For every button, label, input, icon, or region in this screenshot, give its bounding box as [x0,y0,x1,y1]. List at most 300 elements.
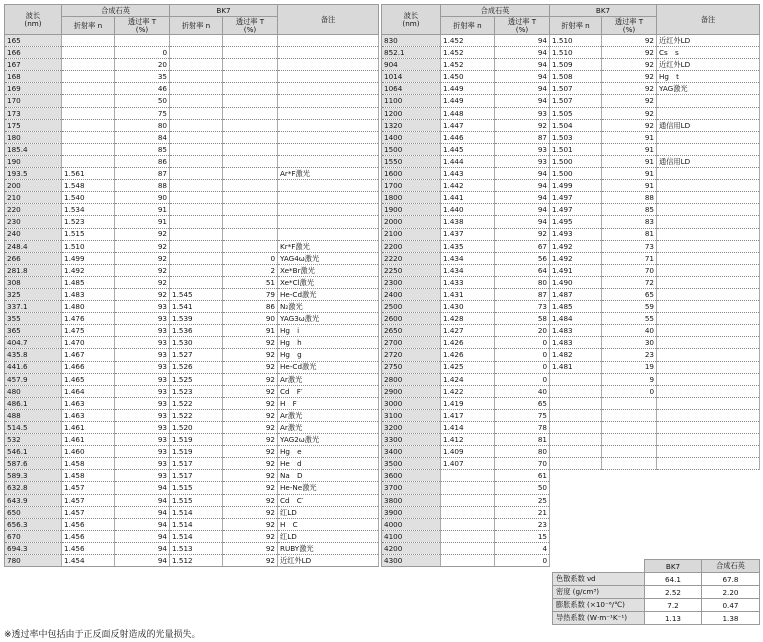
bk7-transmittance-cell: 92 [223,458,278,470]
table-row [382,228,760,240]
bk7-transmittance-cell [223,155,278,167]
wavelength-cell: 355 [5,313,62,325]
remarks-cell: H F [278,397,379,409]
table-row [5,119,379,131]
silica-transmittance-cell: 94 [495,168,550,180]
silica-index-cell: 1.456 [62,530,115,542]
bk7-transmittance-cell: 59 [602,301,657,313]
wavelength-cell: 514.5 [5,422,62,434]
bk7-transmittance-cell: 0 [223,252,278,264]
empty-cell [550,542,760,554]
wavelength-cell: 632.8 [5,482,62,494]
remarks-cell: Ar激光 [278,422,379,434]
remarks-cell: 通信用LD [657,119,760,131]
silica-index-cell: 1.540 [62,192,115,204]
silica-index-cell [62,131,115,143]
silica-index-cell: 1.467 [62,349,115,361]
bk7-index-cell: 1.493 [550,228,602,240]
silica-index-cell: 1.492 [62,264,115,276]
wavelength-cell: 2650 [382,325,441,337]
remarks-cell: 近红外LD [278,555,379,567]
bk7-index-cell: 1.515 [170,494,223,506]
wavelength-cell: 3200 [382,422,441,434]
bk7-index-cell [550,397,602,409]
silica-transmittance-cell: 94 [495,35,550,47]
remarks-cell [657,409,760,421]
left-data-table [4,4,379,567]
silica-index-cell: 1.523 [62,216,115,228]
bk7-index-cell [550,385,602,397]
silica-index-cell: 1.476 [62,313,115,325]
wavelength-cell: 2750 [382,361,441,373]
silica-index-cell: 1.434 [441,264,495,276]
wavelength-header: 波长 (nm) [5,5,62,35]
table-row [5,131,379,143]
silica-transmittance-cell: 92 [115,240,170,252]
wavelength-cell: 168 [5,71,62,83]
table-row [5,518,379,530]
silica-transmittance-cell: 94 [115,482,170,494]
remarks-cell [278,83,379,95]
table-row [382,143,760,155]
wavelength-cell: 165 [5,35,62,47]
silica-index-cell: 1.510 [62,240,115,252]
properties-corner [553,560,645,573]
table-row [5,313,379,325]
silica-transmittance-cell: 94 [495,204,550,216]
remarks-cell: Hg h [278,337,379,349]
bk7-transmittance-cell: 72 [602,276,657,288]
properties-silica-header: 合成石英 [702,560,760,573]
silica-transmittance-cell: 40 [495,385,550,397]
table-row [5,458,379,470]
silica-transmittance-cell: 92 [115,288,170,300]
table-row [5,337,379,349]
remarks-cell: Xe*Cl激光 [278,276,379,288]
bk7-index-cell [170,119,223,131]
empty-cell [550,530,760,542]
remarks-cell [657,252,760,264]
bk7-transmittance-cell: 51 [223,276,278,288]
silica-transmittance-cell: 93 [115,313,170,325]
table-row [382,434,760,446]
wavelength-cell: 308 [5,276,62,288]
remarks-cell: Kr*F激光 [278,240,379,252]
remarks-cell [657,240,760,252]
wavelength-cell: 2500 [382,301,441,313]
silica-transmittance-cell: 80 [115,119,170,131]
bk7-index-cell: 1.514 [170,518,223,530]
wavelength-cell: 170 [5,95,62,107]
bk7-index-cell: 1.499 [550,180,602,192]
silica-transmittance-cell: 94 [115,542,170,554]
wavelength-cell: 325 [5,288,62,300]
table-row [5,422,379,434]
bk7-index-cell: 1.483 [550,325,602,337]
table-row [5,47,379,59]
remarks-header: 备注 [657,5,760,35]
remarks-cell: RUBY激光 [278,542,379,554]
remarks-cell: Ar*F激光 [278,168,379,180]
remarks-cell: Cd C′ [278,494,379,506]
table-row [382,409,760,421]
silica-transmittance-cell: 94 [495,47,550,59]
silica-transmittance-cell: 64 [495,264,550,276]
wavelength-cell: 3300 [382,434,441,446]
bk7-transmittance-cell [223,204,278,216]
table-row [382,470,760,482]
wavelength-cell: 670 [5,530,62,542]
silica-transmittance-cell: 85 [115,143,170,155]
silica-transmittance-cell: 94 [115,530,170,542]
remarks-cell: 通信用LD [657,155,760,167]
silica-transmittance-cell: 84 [115,131,170,143]
silica-index-cell: 1.426 [441,337,495,349]
silica-transmittance-cell: 0 [495,361,550,373]
table-row [382,83,760,95]
remarks-cell: Ar激光 [278,409,379,421]
remarks-cell [278,35,379,47]
wavelength-cell: 193.5 [5,168,62,180]
silica-transmittance-cell: 94 [115,555,170,567]
bk7-index-cell: 1.508 [550,71,602,83]
wavelength-cell: 435.8 [5,349,62,361]
table-row [5,385,379,397]
wavelength-cell: 1500 [382,143,441,155]
wavelength-cell: 532 [5,434,62,446]
wavelength-cell: 185.4 [5,143,62,155]
remarks-cell [657,107,760,119]
remarks-cell [657,288,760,300]
silica-transmittance-cell: 0 [495,337,550,349]
bk7-index-cell [170,264,223,276]
wavelength-cell: 3000 [382,397,441,409]
wavelength-cell: 2700 [382,337,441,349]
bk7-transmittance-cell: 65 [602,288,657,300]
table-row [382,422,760,434]
remarks-cell [657,422,760,434]
silica-transmittance-cell: 94 [115,494,170,506]
table-row [5,264,379,276]
table-row [382,47,760,59]
wavelength-cell: 488 [5,409,62,421]
silica-index-cell [62,143,115,155]
table-row [5,180,379,192]
bk7-transmittance-cell: 92 [223,434,278,446]
silica-transmittance-cell: 91 [115,216,170,228]
table-row [382,131,760,143]
wavelength-cell: 4200 [382,542,441,554]
silica-transmittance-cell: 75 [115,107,170,119]
bk7-index-cell: 1.510 [550,47,602,59]
bk7-index-cell: 1.491 [550,264,602,276]
property-label: 导热系数 (W·m⁻¹K⁻¹) [553,612,645,625]
silica-index-cell: 1.456 [62,518,115,530]
table-row [5,288,379,300]
silica-transmittance-cell: 58 [495,313,550,325]
table-row [382,240,760,252]
silica-index-cell: 1.449 [441,95,495,107]
bk7-index-cell: 1.490 [550,276,602,288]
remarks-cell: Hg e [278,446,379,458]
bk7-transmittance-cell [223,95,278,107]
remarks-cell: Hg t [657,71,760,83]
bk7-transmittance-cell: 91 [602,155,657,167]
remarks-cell: Cs s [657,47,760,59]
bk7-transmittance-cell: 92 [602,35,657,47]
silica-transmittance-cell: 67 [495,240,550,252]
wavelength-cell: 852.1 [382,47,441,59]
silica-transmittance-cell: 93 [115,337,170,349]
wavelength-cell: 1700 [382,180,441,192]
wavelength-cell: 904 [382,59,441,71]
bk7-index-cell [170,180,223,192]
bk7-transmittance-cell: 0 [602,385,657,397]
remarks-cell [278,47,379,59]
property-label: 膨胀系数 (×10⁻⁶/℃) [553,599,645,612]
silica-transmittance-cell: 80 [495,446,550,458]
bk7-index-cell: 1.509 [550,59,602,71]
silica-index-cell: 1.480 [62,301,115,313]
silica-index-cell: 1.417 [441,409,495,421]
remarks-cell [278,143,379,155]
bk7-transmittance-cell: 92 [223,482,278,494]
table-row [382,168,760,180]
wavelength-cell: 167 [5,59,62,71]
silica-transmittance-cell: 0 [495,349,550,361]
bk7-transmittance-cell: 92 [223,555,278,567]
silica-index-cell: 1.428 [441,313,495,325]
silica-transmittance-cell: 20 [495,325,550,337]
bk7-transmittance-cell: 92 [223,397,278,409]
silica-index-cell [62,35,115,47]
silica-index-cell: 1.499 [62,252,115,264]
remarks-cell [278,59,379,71]
silica-index-cell: 1.470 [62,337,115,349]
table-row [382,361,760,373]
wavelength-cell: 1320 [382,119,441,131]
bk7-index-cell: 1.514 [170,530,223,542]
silica-index-cell: 1.437 [441,228,495,240]
table-row [382,506,760,518]
bk7-transmittance-cell: 90 [223,313,278,325]
silica-index-cell: 1.448 [441,107,495,119]
silica-index-cell: 1.440 [441,204,495,216]
bk7-index-cell: 1.514 [170,506,223,518]
property-label: 密度 (g/cm³) [553,586,645,599]
silica-index-cell [62,107,115,119]
silica-index-cell: 1.460 [62,446,115,458]
remarks-cell: Na D [278,470,379,482]
table-row [5,252,379,264]
bk7-index-cell: 1.527 [170,349,223,361]
wavelength-cell: 3900 [382,506,441,518]
wavelength-cell: 2720 [382,349,441,361]
table-row [5,204,379,216]
property-row [553,573,760,586]
wavelength-cell: 2220 [382,252,441,264]
remarks-cell [657,276,760,288]
wavelength-cell: 404.7 [5,337,62,349]
bk7-transmittance-cell: 86 [223,301,278,313]
silica-index-cell: 1.445 [441,143,495,155]
bk7-transmittance-cell: 91 [223,325,278,337]
bk7-index-cell: 1.519 [170,434,223,446]
wavelength-cell: 3800 [382,494,441,506]
bk7-transmittance-cell [223,228,278,240]
silica-index-cell: 1.458 [62,458,115,470]
silica-index-cell: 1.435 [441,240,495,252]
wavelength-cell: 2900 [382,385,441,397]
silica-index-cell: 1.447 [441,119,495,131]
silica-transmittance-cell: 35 [115,71,170,83]
wavelength-cell: 546.1 [5,446,62,458]
remarks-cell [657,192,760,204]
table-row [5,107,379,119]
bk7-index-cell: 1.525 [170,373,223,385]
wavelength-cell: 2100 [382,228,441,240]
bk7-transmittance-cell [602,458,657,470]
transmittance-header: 透过率 T (%) [115,17,170,35]
bk7-transmittance-cell: 92 [602,71,657,83]
wavelength-cell: 365 [5,325,62,337]
table-row [382,264,760,276]
silica-transmittance-cell: 73 [495,301,550,313]
material-properties-table [552,559,760,625]
table-row [5,482,379,494]
bk7-index-cell: 1.483 [550,337,602,349]
bk7-index-cell [170,240,223,252]
bk7-index-cell: 1.485 [550,301,602,313]
wavelength-cell: 2600 [382,313,441,325]
silica-transmittance-cell: 93 [115,385,170,397]
table-row [382,180,760,192]
silica-transmittance-cell: 92 [495,119,550,131]
table-row [382,216,760,228]
silica-index-cell: 1.456 [62,542,115,554]
bk7-index-cell: 1.503 [550,131,602,143]
bk7-index-cell: 1.541 [170,301,223,313]
silica-index-cell: 1.414 [441,422,495,434]
wavelength-cell: 656.3 [5,518,62,530]
table-row [382,107,760,119]
silica-index-cell [62,59,115,71]
remarks-cell [278,95,379,107]
bk7-index-cell: 1.500 [550,155,602,167]
bk7-index-cell [170,228,223,240]
silica-transmittance-cell: 0 [495,373,550,385]
silica-index-cell: 1.425 [441,361,495,373]
wavelength-cell: 1014 [382,71,441,83]
wavelength-cell: 266 [5,252,62,264]
bk7-index-cell [170,83,223,95]
silica-index-cell: 1.483 [62,288,115,300]
remarks-cell [278,155,379,167]
bk7-index-cell: 1.492 [550,252,602,264]
silica-index-cell: 1.422 [441,385,495,397]
remarks-cell [657,180,760,192]
wavelength-cell: 587.6 [5,458,62,470]
silica-transmittance-cell: 92 [115,228,170,240]
silica-transmittance-cell: 93 [495,155,550,167]
transmittance-header: 透过率 T (%) [602,17,657,35]
wavelength-cell: 200 [5,180,62,192]
wavelength-cell: 173 [5,107,62,119]
property-bk7-value: 64.1 [645,573,702,586]
wavelength-cell: 2000 [382,216,441,228]
bk7-index-cell [550,458,602,470]
bk7-transmittance-cell [602,397,657,409]
silica-transmittance-cell: 0 [495,555,550,567]
remarks-cell [657,458,760,470]
property-bk7-value: 1.13 [645,612,702,625]
silica-index-cell: 1.515 [62,228,115,240]
remarks-cell [278,216,379,228]
silica-transmittance-cell: 0 [115,47,170,59]
table-row [5,276,379,288]
silica-transmittance-cell: 94 [495,71,550,83]
table-row [5,409,379,421]
empty-cell [550,506,760,518]
silica-transmittance-cell: 87 [495,288,550,300]
silica-index-cell: 1.430 [441,301,495,313]
bk7-index-cell: 1.513 [170,542,223,554]
silica-transmittance-cell: 93 [115,325,170,337]
silica-index-cell: 1.534 [62,204,115,216]
bk7-transmittance-cell: 91 [602,168,657,180]
silica-index-cell: 1.431 [441,288,495,300]
table-row [5,59,379,71]
wavelength-cell: 175 [5,119,62,131]
remarks-cell: He-Cd激光 [278,361,379,373]
bk7-transmittance-cell [602,422,657,434]
remarks-cell [657,385,760,397]
remarks-cell [657,301,760,313]
wavelength-cell: 1100 [382,95,441,107]
silica-index-cell [62,47,115,59]
bk7-transmittance-cell: 92 [602,107,657,119]
property-silica-value: 2.20 [702,586,760,599]
wavelength-cell: 1900 [382,204,441,216]
bk7-transmittance-cell [223,131,278,143]
silica-index-cell: 1.457 [62,482,115,494]
table-row [5,155,379,167]
wavelength-cell: 780 [5,555,62,567]
wavelength-cell: 4000 [382,518,441,530]
silica-index-cell: 1.449 [441,83,495,95]
bk7-transmittance-cell: 71 [602,252,657,264]
wavelength-cell: 1600 [382,168,441,180]
wavelength-cell: 1800 [382,192,441,204]
silica-index-cell: 1.444 [441,155,495,167]
refractive-index-header: 折射率 n [441,17,495,35]
bk7-transmittance-cell: 92 [223,446,278,458]
bk7-index-cell: 1.519 [170,446,223,458]
silica-transmittance-cell: 93 [115,434,170,446]
silica-index-cell: 1.561 [62,168,115,180]
silica-index-cell [441,542,495,554]
remarks-cell [657,349,760,361]
table-row [5,434,379,446]
bk7-transmittance-cell: 91 [602,143,657,155]
wavelength-cell: 1400 [382,131,441,143]
bk7-transmittance-cell [223,83,278,95]
silica-index-cell: 1.461 [62,434,115,446]
table-row [5,228,379,240]
remarks-cell [657,216,760,228]
silica-transmittance-cell: 93 [115,409,170,421]
silica-transmittance-cell: 93 [115,397,170,409]
